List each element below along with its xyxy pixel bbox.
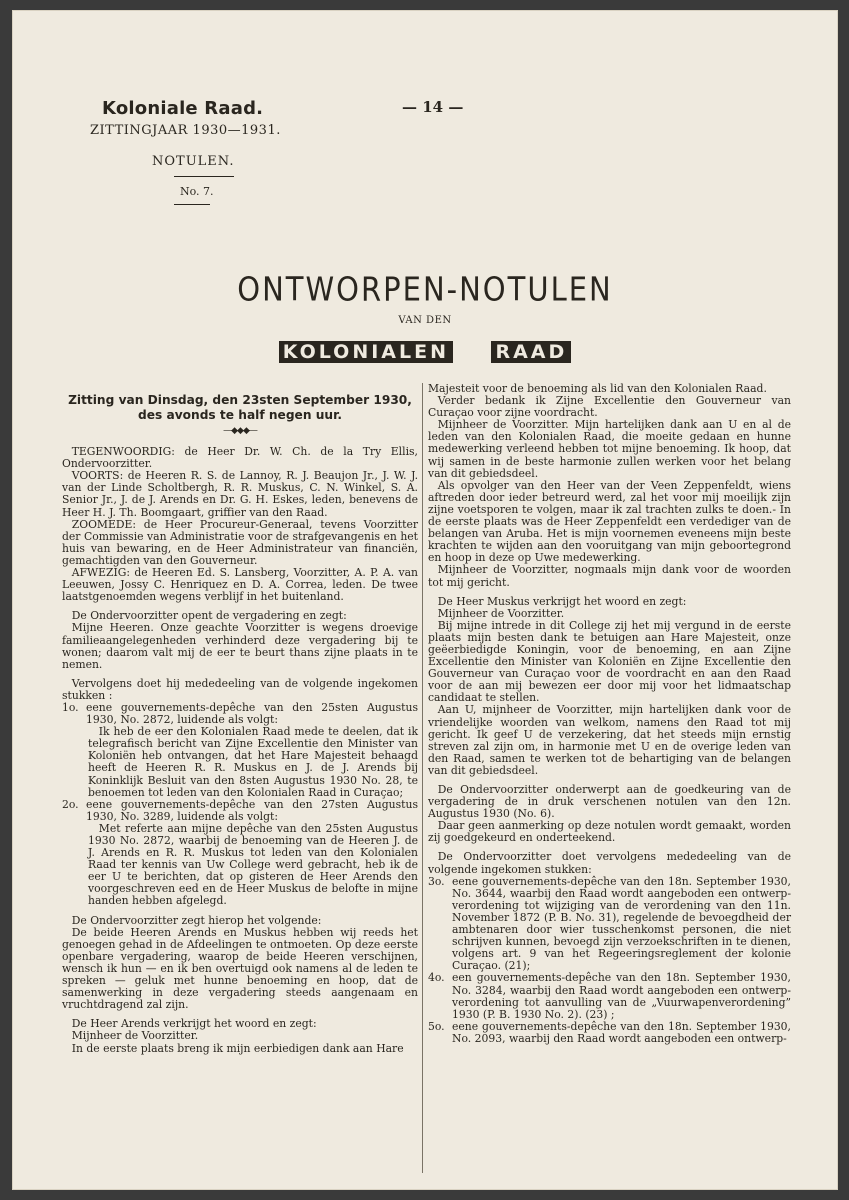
paragraph: De Heer Muskus verkrijgt het woord en zegt:	[437, 594, 687, 608]
paragraph: De Ondervoorzitter onderwerpt aan de goedkeuring van de vergadering de in druk verschenen notulen van den 12n. Augustus 1930 (No. 6).	[428, 783, 791, 821]
council-word-kolonialen: KOLONIALEN	[279, 341, 453, 363]
issue-number: No. 7.	[180, 185, 214, 198]
session-year: ZITTINGJAAR 1930—1931.	[90, 123, 281, 138]
document-page	[12, 10, 838, 1190]
page-title: ONTWORPEN-NOTULEN	[237, 269, 613, 309]
right-column	[428, 383, 791, 1045]
quoted-dispatch	[62, 726, 418, 799]
org-title: Koloniale Raad.	[102, 98, 264, 119]
divider	[174, 204, 210, 205]
column-divider	[422, 383, 423, 1173]
paragraph: Verder bedank ik Zijne Excellentie den Gouverneur van Curaçao voor zijne voordracht.	[428, 394, 791, 420]
paragraph: De Ondervoorzitter zegt hierop het volgende:	[71, 913, 322, 927]
paragraph: Als opvolger van den Heer van der Veen Zeppenfeldt, wiens aftreden door ieder betreurd werd, zal het voor mij moeilijk zijn zijne voetsporen te volgen, maar ik zal trachten zulks te doen.- In de eerste plaats was de Heer Zeppenfeldt een verdediger van de belangen van Aruba. Het is mijn voornemen eveneens mijn beste krachten te wijden aan den vooruitgang van mijn geboortegrond en hoop in deze op Uwe medewerking.	[428, 478, 791, 565]
paragraph: Mijnheer de Voorzitter. Mijn hartelijken dank aan U en al de leden van den Kolonialen Raad, die moeite gedaan en hunne medewerking verleend hebben tot mijne benoeming. Ik hoop, dat wij samen in de beste harmonie zullen werken voor het belang van dit gebiedsdeel.	[428, 418, 791, 480]
paragraph: Mijnheer de Voorzitter, nogmaals mijn dank voor de woorden tot mij gericht.	[428, 563, 791, 589]
attendance-others: VOORTS: de Heeren R. S. de Lannoy, R. J. Beaujon Jr., J. W. J. van der Linde Scholtbergh, R. R. Muskus, C. N. Winkel, S. A. Senior Jr., J. de J. Arends en Dr. G. H. Eskes, leden, benevens de Heer H. J. Th. Boomgaart, griffier van den Raad.	[62, 469, 418, 519]
paragraph: De Ondervoorzitter doet vervolgens mededeeling van de volgende ingekomen stukken:	[428, 850, 791, 876]
list-item-text: een gouvernements-depêche van den 18n. September 1930, No. 3284, waarbij den Raad wordt aangeboden een ontwerp-verordening tot aanvulling van de „Vuurwapenverordening” 1930 (P. B. 1930 No. 2). (23) ;	[452, 971, 791, 1021]
list-item-number: 5o.	[428, 1019, 445, 1033]
list-item	[428, 1021, 791, 1045]
paragraph: Aan U, mijnheer de Voorzitter, mijn hartelijken dank voor de vriendelijke woorden van welkom, namens den Raad tot mij gericht. Ik geef U de verzekering, dat het steeds mijn ernstig streven zal zijn om, in harmonie met U en de overige leden van den Raad, samen te werken tot de behartiging van de belangen van dit gebiedsdeel.	[428, 703, 791, 777]
list-item-text: eene gouvernements-depêche van den 18n. September 1930, No. 2093, waarbij den Raad wordt aangeboden een ontwerp-	[452, 1019, 791, 1045]
meeting-heading	[62, 393, 418, 423]
left-column	[62, 383, 418, 1055]
paragraph: Mijne Heeren. Onze geachte Voorzitter is wegens droevige familieaangelegenheden verhinderd deze vergadering bij te wonen; daarom valt mij de eer te beurt thans zijne plaats in te nemen.	[62, 621, 418, 671]
council-word-raad: RAAD	[491, 341, 571, 363]
list-item	[62, 799, 418, 823]
subtitle-van-den: VAN DEN	[398, 315, 452, 326]
paragraph: De beide Heeren Arends en Muskus hebben wij reeds het genoegen gehad in de Afdeelingen te ontmoeten. Op deze eerste openbare vergadering, waarop de beide Heeren verschijnen, wensch ik hun — en ik ben overtuigd ook namens al de leden te spreken — geluk met hunne benoeming en hoop, dat de samenwerking in deze vergadering steeds aangenaam en vruchtdragend zal zijn.	[62, 925, 418, 1012]
paragraph: Mijnheer de Voorzitter.	[71, 1029, 199, 1043]
list-item-number: 2o.	[62, 797, 79, 811]
list-item-number: 4o.	[428, 971, 445, 985]
attendance-present: TEGENWOORDIG: de Heer Dr. W. Ch. de la Try Ellis, Ondervoorzitter.	[62, 445, 418, 471]
quote-text: Ik heb de eer den Kolonialen Raad mede te deelen, dat ik telegrafisch bericht van Zijne Excellentie den Minister van Koloniën heb ontvangen, dat het Hare Majesteit behaagd heeft de Heeren R. R. Muskus en J. de J. Arends bij Koninklijk Besluit van den 8sten Augustus 1930 No. 28, te benoemen tot leden van den Kolonialen Raad in Curaçao;	[88, 725, 418, 799]
paragraph: Majesteit voor de benoeming als lid van den Kolonialen Raad.	[428, 382, 767, 395]
paragraph: Vervolgens doet hij mededeeling van de volgende ingekomen stukken :	[62, 676, 418, 702]
meeting-heading-line1: Zitting van Dinsdag, den 23sten September 1930,	[68, 393, 412, 407]
paragraph: Bij mijne intrede in dit College zij het mij vergund in de eerste plaats mijn besten dank te betuigen aan Hare Majesteit, onze geëerbiedigde Koningin, voor de benoeming, en aan Zijne Excellentie den Minister van Koloniën en Zijne Excellentie den Gouverneur van Curaçao voor de voordracht en aan den Raad voor de aan mij bewezen eer door mij voor het lidmaatschap candidaat te stellen.	[428, 618, 791, 705]
list-item-text: eene gouvernements-depêche van den 25sten Augustus 1930, No. 2872, luidende als volgt:	[86, 700, 418, 727]
quote-text: Met referte aan mijne depêche van den 25sten Augustus 1930 No. 2872, waarbij de benoeming van de Heeren J. de J. Arends en R. R. Muskus tot leden van den Kolonialen Raad ter kennis van Uw College werd gebracht, heb ik de eer U te berichten, dat op gisteren de Heer Arends den voorgeschreven eed en de Heer Muskus de belofte in mijne handen hebben afgelegd.	[88, 821, 418, 908]
notulen-label: NOTULEN.	[152, 154, 235, 169]
list-item-text: eene gouvernements-depêche van den 27sten Augustus 1930, No. 3289, luidende als volgt:	[86, 797, 418, 823]
attendance-also: ZOOMEDE: de Heer Procureur-Generaal, tevens Voorzitter der Commissie van Administratie voor de strafgevangenis en het huis van bewaring, en de Heer Administrateur van financiën, gemachtigden van den Gouverneur.	[62, 517, 418, 567]
paragraph: De Heer Arends verkrijgt het woord en zegt:	[71, 1017, 317, 1031]
list-item	[428, 972, 791, 1020]
attendance-absent: AFWEZIG: de Heeren Ed. S. Lansberg, Voorzitter, A. P. A. van Leeuwen, Jossy C. Henriquez en D. A. Correa, leden. De twee laatstgenoemden wegens verblijf in het buitenland.	[62, 566, 418, 604]
paragraph: De Ondervoorzitter opent de vergadering en zegt:	[71, 609, 347, 623]
list-item-number: 3o.	[428, 874, 445, 888]
list-item-text: eene gouvernements-depêche van den 18n. September 1930, No. 3644, waarbij den Raad wordt aangeboden een ontwerp-verordening tot wijziging van de verordening van den 11n. November 1872 (P. B. No. 31), regelende de bevoegdheid der ambtenaren door wier tusschenkomst personen, die niet schrijven kunnen, bevoegd zijn verzoekschriften in te dienen, volgens art. 9 van het Regeeringsreglement der kolonie Curaçao. (21);	[452, 874, 791, 973]
list-item-number: 1o.	[62, 700, 79, 714]
quoted-dispatch	[62, 823, 418, 908]
paragraph: In de eerste plaats breng ik mijn eerbiedigen dank aan Hare	[71, 1041, 404, 1055]
paragraph: Daar geen aanmerking op deze notulen wordt gemaakt, worden zij goedgekeurd en onderteekend.	[428, 819, 791, 845]
divider	[174, 176, 234, 177]
page-number: — 14 —	[402, 98, 464, 116]
council-name-banner	[12, 342, 838, 362]
masthead	[90, 98, 300, 205]
ornament-separator: —◆◆◆—	[223, 426, 257, 436]
list-item	[428, 876, 791, 973]
meeting-heading-line2: des avonds te half negen uur.	[138, 408, 342, 422]
paragraph: Mijnheer de Voorzitter.	[437, 606, 565, 620]
list-item	[62, 702, 418, 726]
